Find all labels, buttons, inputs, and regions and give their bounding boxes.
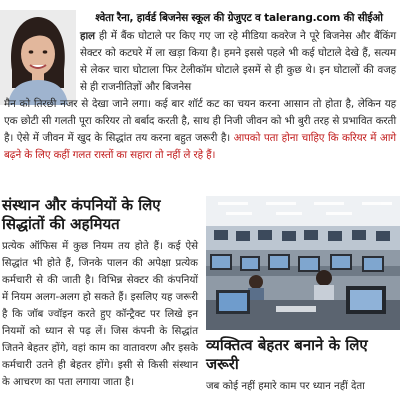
side-heading: व्यक्तित्व बेहतर बनाने के लिए जरूरी bbox=[206, 336, 368, 373]
office-photo bbox=[206, 196, 400, 330]
intro-lead-word: हाल bbox=[80, 30, 95, 42]
intro-text-continued: मैन को तिरछी नजर से देखा जाने लगा। कई बार शॉर्ट कट का चयन करना आसान तो होता है, लेकिन यह एक छोटी सी गलती पूरा करियर तो बर्बाद करती है, साथ ही निजी जीवन को भी बुरी तरह से प्रभावित करती है। ऐसे में जीवन में खुद के सिद्धांत तय करना बहुत जरूरी है। bbox=[4, 98, 396, 144]
author-portrait-image bbox=[0, 10, 76, 105]
author-photo bbox=[0, 10, 76, 105]
section-heading: संस्थान और कंपनियों के लिए सिद्धांतों की अहमियत bbox=[2, 196, 161, 233]
article-intro-continued bbox=[4, 96, 396, 164]
byline-text: श्वेता रैना, हार्वर्ड बिजनेस स्कूल की ग्रेजुएट व talerang.com की सीईओ bbox=[95, 12, 383, 24]
article-intro-top bbox=[80, 28, 396, 96]
intro-highlight-text: आपको पता होना चाहिए कि करियर में आगे बढ़ने के लिए कहीं गलत रास्तों का सहारा तो नहीं ले रहे हैं। bbox=[4, 132, 396, 161]
office-workers-image bbox=[206, 196, 400, 330]
section-body-text: प्रत्येक ऑफिस में कुछ नियम तय होते हैं। कई ऐसे सिद्धांत भी होते हैं, जिनके पालन की अपेक्षा प्रत्येक कर्मचारी से की जाती है। विभिन्न सेक्टर की कंपनियों में नियम अलग-अलग हो सकते हैं। इसलिए यह जरूरी है कि जॉब ज्वॉइन करते हुए कॉन्ट्रैक्ट पर लिखे इन नियमों को ध्यान से पढ़ लें। जिस कंपनी के सिद्धांत जितने बेहतर होंगे, वहां काम का वातावरण और इसके कर्मचारी उतने ही बेहतर होंगे। इसी से किसी संस्थान के आचरण का पता लगाया जाता है। bbox=[2, 241, 198, 388]
side-body-text: जब कोई नहीं हमारे काम पर ध्यान नहीं देता bbox=[206, 381, 365, 392]
author-byline bbox=[80, 10, 398, 26]
intro-text-top: ही में बैंक घोटाले पर किए गए जा रहे मीडिया कवरेज ने पूरे बिजनेस और बैंकिंग सेक्टर को कटघरे में ला खड़ा किया है। हमने इससे पहले भी कई घोटाले देखे हैं, सत्यम से लेकर चारा घोटाला फिर टेलीकॉम घोटाले इसमें से ही कुछ थे। इन घोटालों की वजह से ही राजनीतिज्ञों और बिजनेस bbox=[80, 30, 397, 93]
